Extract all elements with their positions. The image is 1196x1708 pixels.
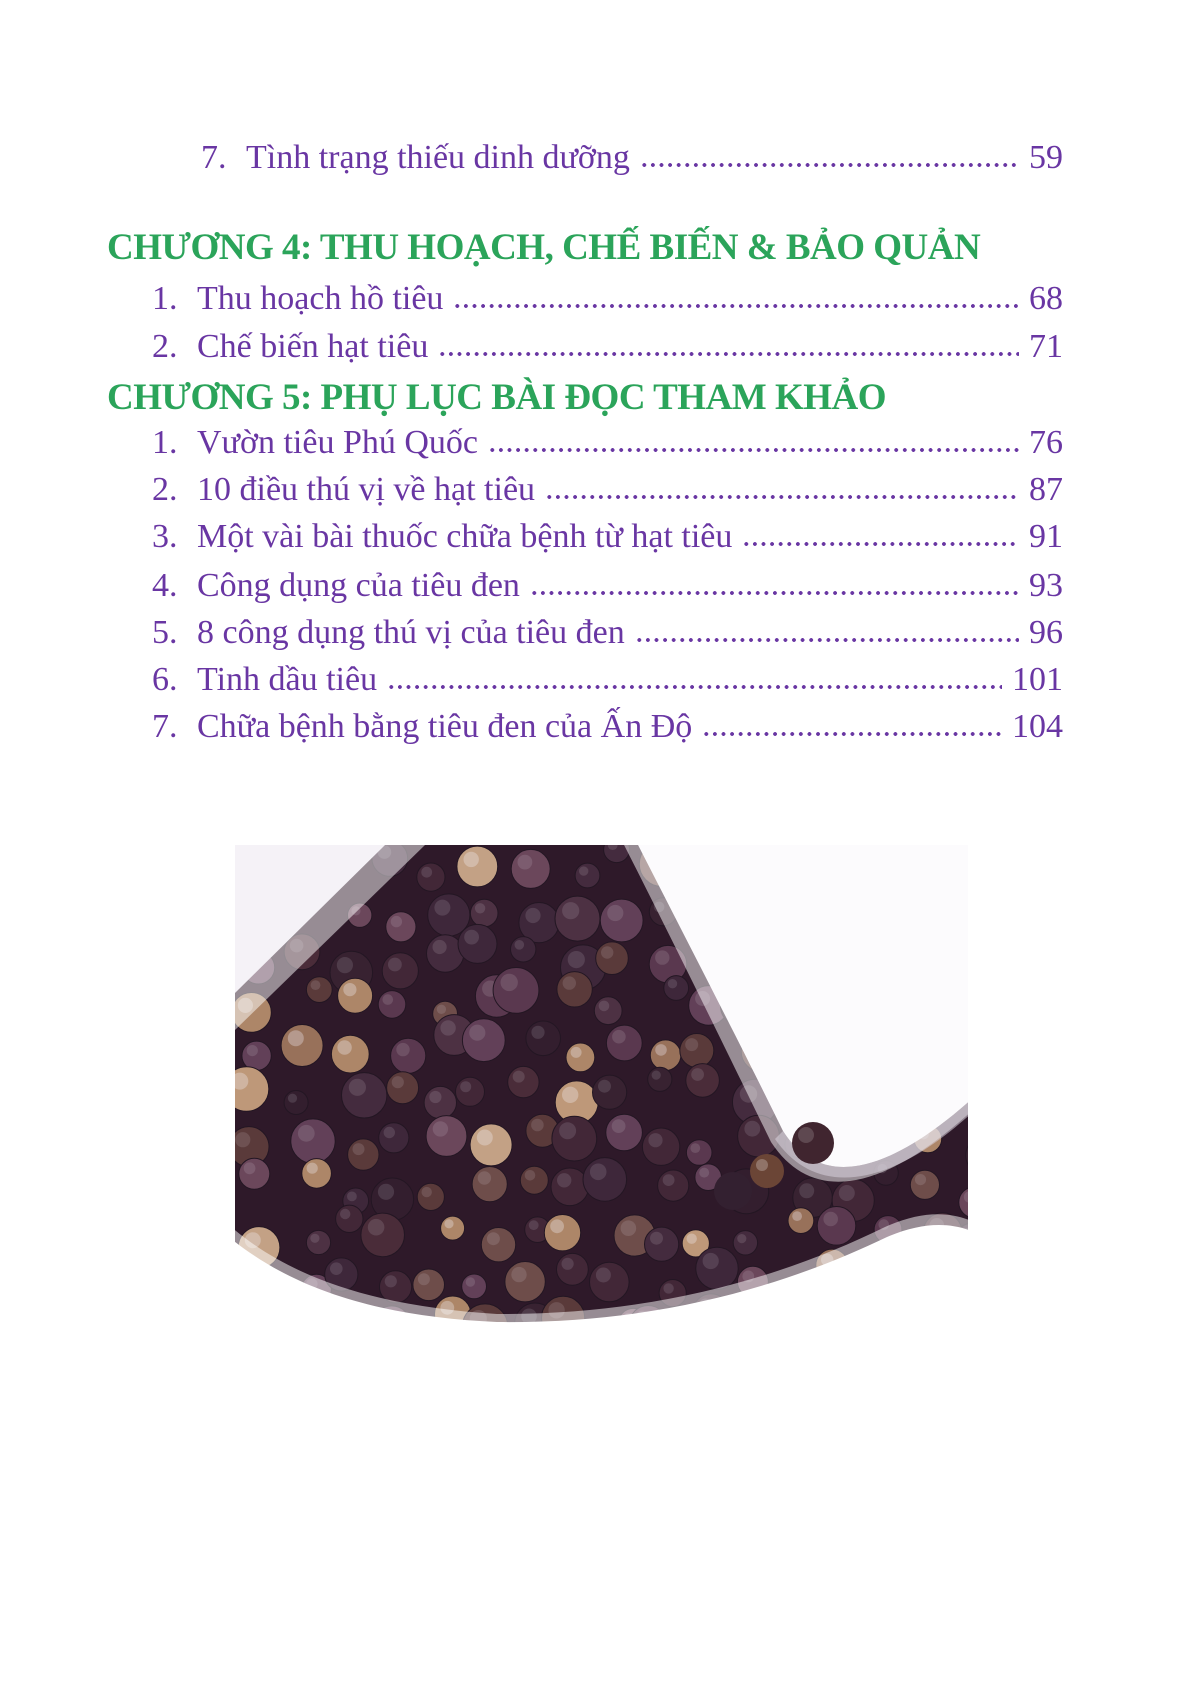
- chapter-heading: CHƯƠNG 4: THU HOẠCH, CHẾ BIẾN & BẢO QUẢN: [107, 227, 981, 268]
- dot-leader: [640, 162, 1019, 168]
- toc-entry[interactable]: [107, 279, 1063, 319]
- toc-entry[interactable]: [107, 707, 1063, 747]
- entry-number: 7.: [201, 139, 227, 176]
- dot-leader: [702, 731, 1002, 737]
- entry-page-number: 71: [1029, 328, 1063, 365]
- entry-label: Thu hoạch hồ tiêu: [197, 280, 444, 317]
- entry-page-number: 93: [1029, 567, 1063, 604]
- toc-entry[interactable]: [107, 613, 1063, 653]
- entry-label: Chế biến hạt tiêu: [197, 328, 429, 365]
- dot-leader: [635, 637, 1019, 643]
- entry-page-number: 68: [1029, 280, 1063, 317]
- entry-number: 5.: [152, 614, 178, 651]
- chapter-heading: CHƯƠNG 5: PHỤ LỤC BÀI ĐỌC THAM KHẢO: [107, 377, 887, 418]
- entry-page-number: 101: [1012, 661, 1063, 698]
- entry-label: Vườn tiêu Phú Quốc: [197, 424, 478, 461]
- entry-page-number: 76: [1029, 424, 1063, 461]
- dot-leader: [438, 351, 1019, 357]
- toc-entry[interactable]: [107, 517, 1063, 557]
- entry-number: 6.: [152, 661, 178, 698]
- entry-label: Chữa bệnh bằng tiêu đen của Ấn Độ: [197, 708, 693, 745]
- entry-label: 10 điều thú vị về hạt tiêu: [197, 471, 536, 508]
- entry-page-number: 59: [1029, 139, 1063, 176]
- entry-label: Công dụng của tiêu đen: [197, 567, 520, 604]
- entry-number: 1.: [152, 424, 178, 461]
- dot-leader: [453, 303, 1019, 309]
- entry-page-number: 87: [1029, 471, 1063, 508]
- dot-leader: [545, 494, 1019, 500]
- entry-number: 4.: [152, 567, 178, 604]
- dot-leader: [488, 447, 1019, 453]
- toc-entry[interactable]: [107, 566, 1063, 606]
- entry-number: 7.: [152, 708, 178, 745]
- toc-entry[interactable]: [107, 470, 1063, 510]
- entry-number: 1.: [152, 280, 178, 317]
- entry-number: 2.: [152, 328, 178, 365]
- entry-page-number: 96: [1029, 614, 1063, 651]
- entry-page-number: 104: [1012, 708, 1063, 745]
- entry-number: 2.: [152, 471, 178, 508]
- peppercorn-photo: [235, 845, 968, 1325]
- toc-entry[interactable]: [107, 660, 1063, 700]
- dot-leader: [530, 590, 1019, 596]
- entry-label: Một vài bài thuốc chữa bệnh từ hạt tiêu: [197, 518, 733, 555]
- entry-label: Tinh dầu tiêu: [197, 661, 378, 698]
- entry-label: Tình trạng thiếu dinh dưỡng: [246, 139, 630, 176]
- entry-page-number: 91: [1029, 518, 1063, 555]
- toc-entry[interactable]: [107, 327, 1063, 367]
- entry-label: 8 công dụng thú vị của tiêu đen: [197, 614, 625, 651]
- toc-entry[interactable]: [107, 423, 1063, 463]
- dot-leader: [742, 541, 1019, 547]
- dot-leader: [387, 684, 1002, 690]
- entry-number: 3.: [152, 518, 178, 555]
- toc-entry[interactable]: [107, 138, 1063, 178]
